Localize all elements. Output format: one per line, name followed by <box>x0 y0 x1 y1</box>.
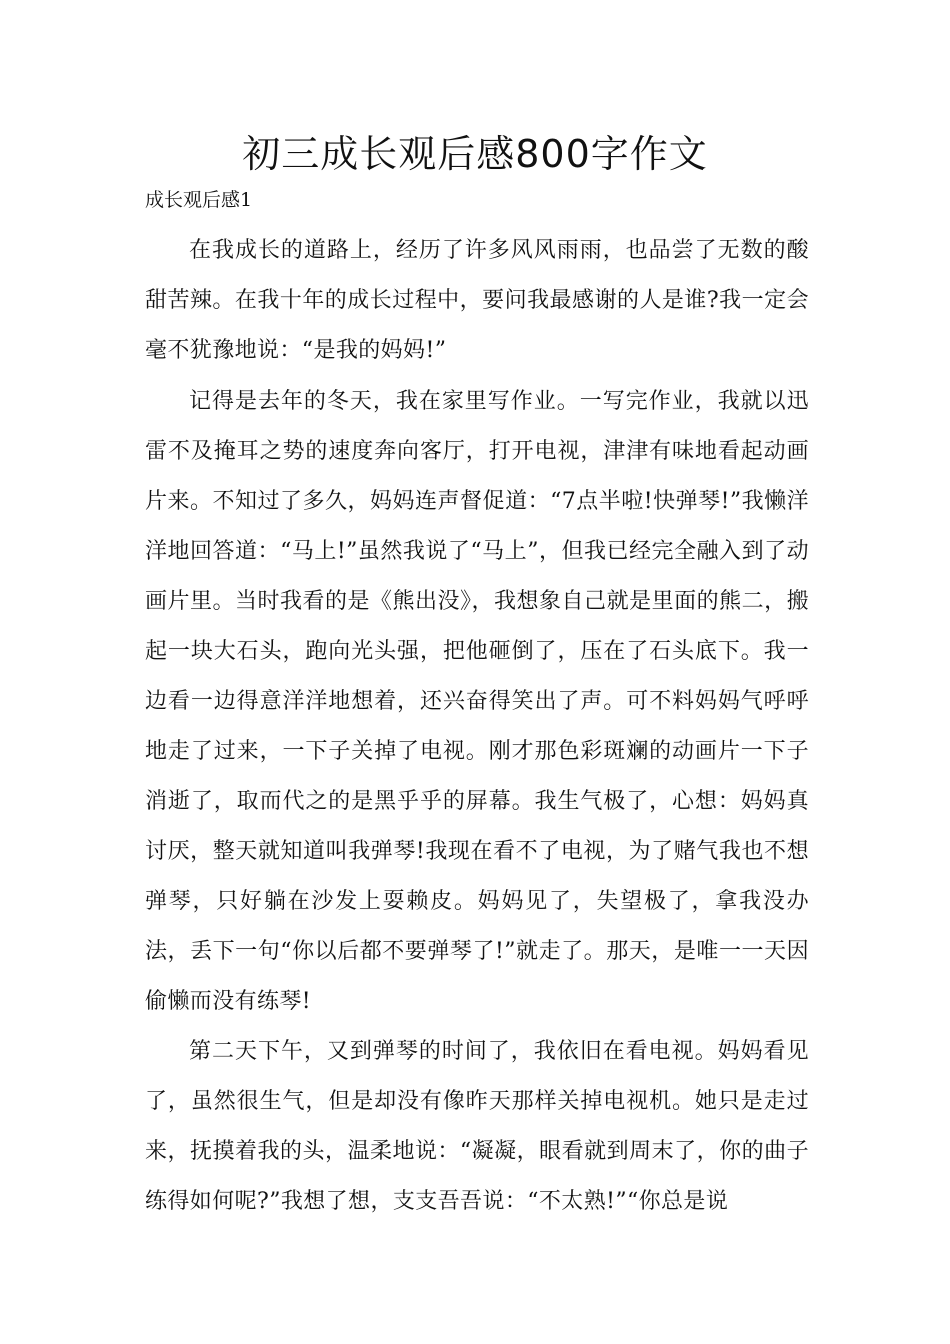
document-title: 初三成长观后感800字作文 <box>242 132 708 176</box>
paragraph-3: 第二天下午，又到弹琴的时间了，我依旧在看电视。妈妈看见了，虽然很生气，但是却没有像昨天那样关掉电视机。她只是走过来，抚摸着我的头，温柔地说：“凝凝，眼看就到周末了，你的曲子练得如何呢?”我想了想，支支吾吾说：“不太熟!”“你总是说 <box>145 1039 809 1214</box>
section-heading: 成长观后感1 <box>145 189 253 211</box>
paragraph-2: 记得是去年的冬天，我在家里写作业。一写完作业，我就以迅雷不及掩耳之势的速度奔向客厅，打开电视，津津有味地看起动画片来。不知过了多久，妈妈连声督促道：“7点半啦!快弹琴!”我懒洋洋地回答道：“马上!”虽然我说了“马上”，但我已经完全融入到了动画片里。当时我看的是《熊出没》，我想象自己就是里面的熊二，搬起一块大石头，跑向光头强，把他砸倒了，压在了石头底下。我一边看一边得意洋洋地想着，还兴奋得笑出了声。可不料妈妈气呼呼地走了过来，一下子关掉了电视。刚才那色彩斑斓的动画片一下子消逝了，取而代之的是黑乎乎的屏幕。我生气极了，心想：妈妈真讨厌，整天就知道叫我弹琴!我现在看不了电视，为了赌气我也不想弹琴，只好躺在沙发上耍赖皮。妈妈见了，失望极了，拿我没办法，丢下一句“你以后都不要弹琴了!”就走了。那天，是唯一一天因偷懒而没有练琴! <box>145 389 809 1014</box>
paragraph-1: 在我成长的道路上，经历了许多风风雨雨，也品尝了无数的酸甜苦辣。在我十年的成长过程中，要问我最感谢的人是谁?我一定会毫不犹豫地说：“是我的妈妈!” <box>145 238 809 363</box>
